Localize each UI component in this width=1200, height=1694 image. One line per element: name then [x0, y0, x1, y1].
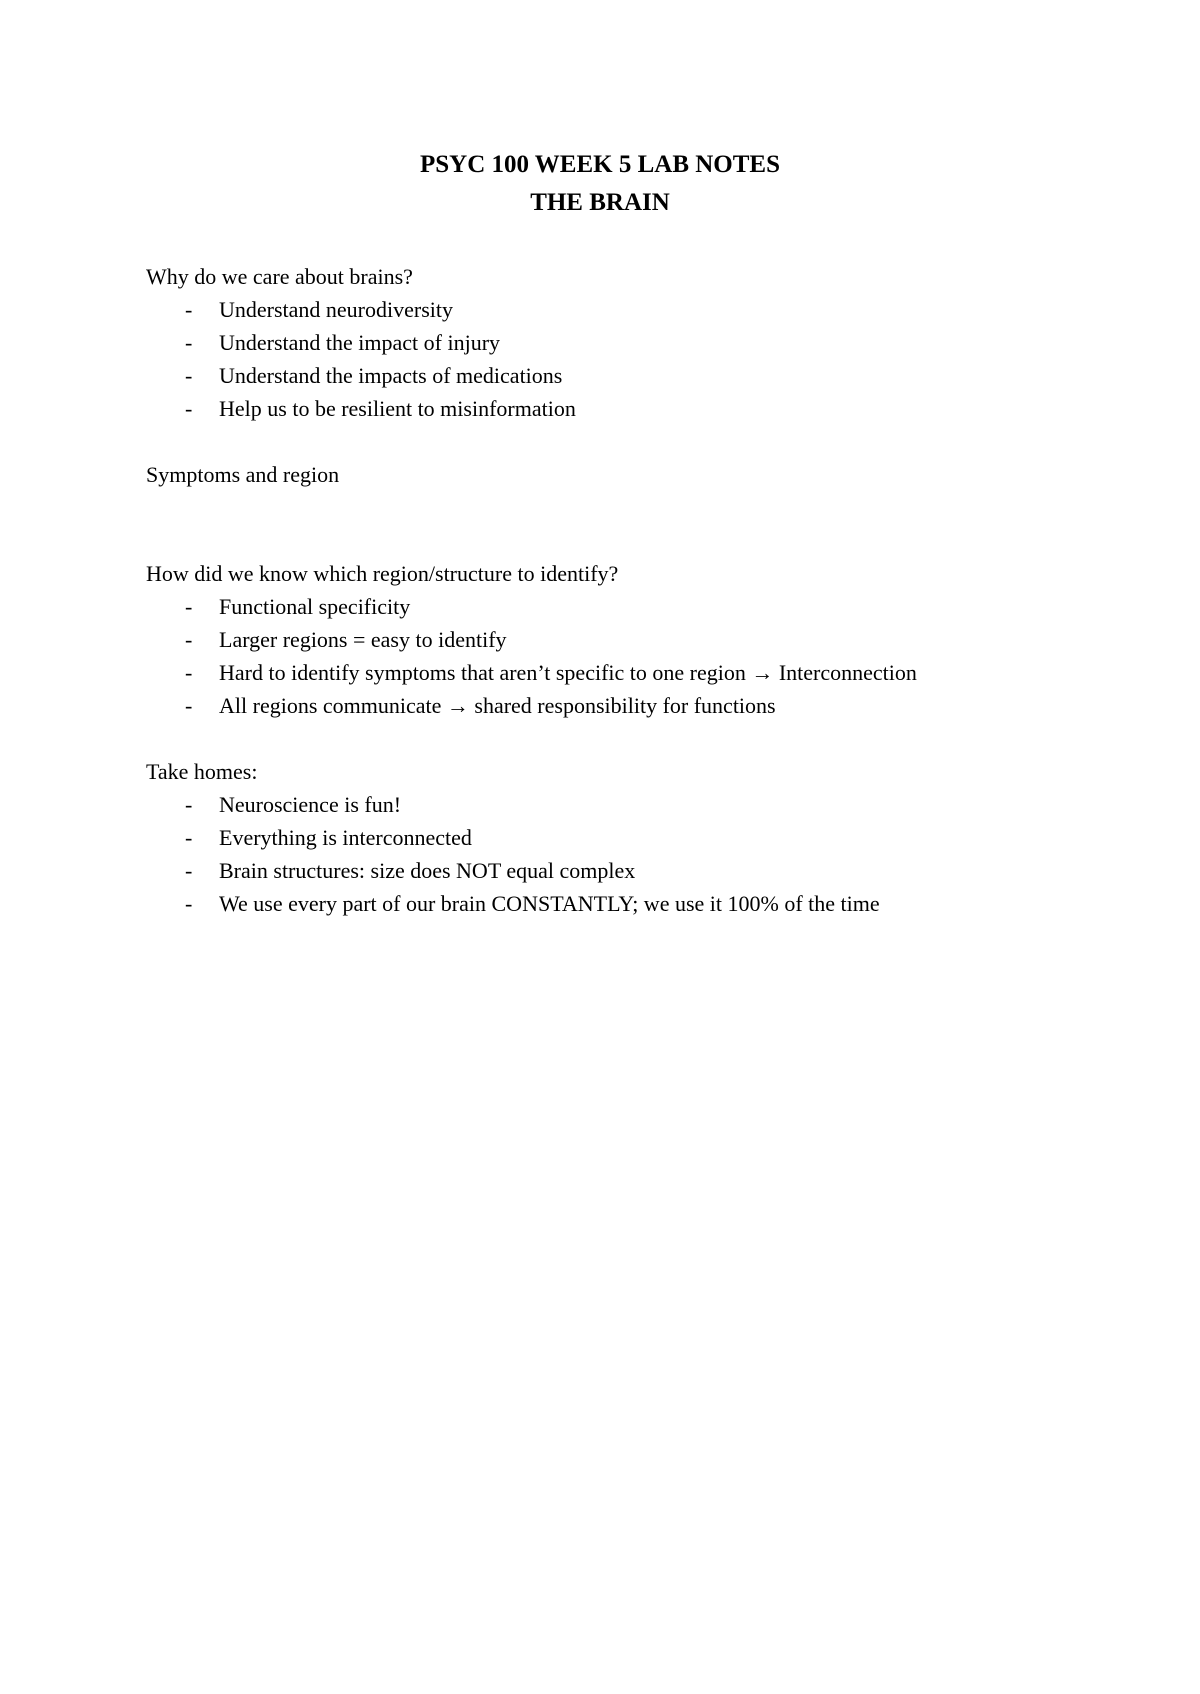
- list-item-text: We use every part of our brain CONSTANTLY; we use it 100% of the time: [219, 891, 880, 916]
- list-item: [146, 359, 1146, 392]
- list-item: [146, 854, 1146, 887]
- list-item-text: All regions communicate → shared responsibility for functions: [219, 693, 776, 718]
- bullet-dash: -: [185, 330, 193, 355]
- section-heading: How did we know which region/structure to identify?: [146, 561, 619, 586]
- section-symptoms-region: [146, 458, 1146, 491]
- list-item-text: Functional specificity: [219, 594, 411, 619]
- spacer: [146, 425, 1146, 458]
- list-item: [146, 590, 1146, 623]
- section-why-care: [146, 260, 1146, 425]
- bullet-dash: -: [185, 363, 193, 388]
- section-heading: Take homes:: [146, 759, 258, 784]
- list-item: [146, 788, 1146, 821]
- spacer: [146, 722, 1146, 755]
- bullet-list: [146, 788, 1146, 920]
- bullet-list: [146, 293, 1146, 425]
- bullet-dash: -: [185, 396, 193, 421]
- section-heading: Why do we care about brains?: [146, 264, 413, 289]
- list-item: [146, 392, 1146, 425]
- notes-body: [146, 260, 1146, 920]
- list-item-text: Understand the impacts of medications: [219, 363, 563, 388]
- list-item-text: Everything is interconnected: [219, 825, 472, 850]
- section-heading: Symptoms and region: [146, 462, 340, 487]
- list-item: [146, 293, 1146, 326]
- list-item-text: Brain structures: size does NOT equal complex: [219, 858, 636, 883]
- list-item: [146, 821, 1146, 854]
- list-item-text: Larger regions = easy to identify: [219, 627, 507, 652]
- list-item-text: Neuroscience is fun!: [219, 792, 402, 817]
- title-block: [0, 146, 1200, 222]
- list-item-text: Hard to identify symptoms that aren’t specific to one region → Interconnection: [219, 660, 917, 685]
- bullet-dash: -: [185, 825, 193, 850]
- bullet-dash: -: [185, 891, 193, 916]
- document-title: PSYC 100 WEEK 5 LAB NOTES: [419, 151, 781, 178]
- list-item: [146, 887, 1146, 920]
- bullet-dash: -: [185, 660, 193, 685]
- list-item: [146, 326, 1146, 359]
- list-item: [146, 623, 1146, 656]
- section-take-homes: [146, 755, 1146, 920]
- bullet-dash: -: [185, 594, 193, 619]
- section-how-identify: [146, 557, 1146, 722]
- list-item-text: Help us to be resilient to misinformation: [219, 396, 576, 421]
- bullet-dash: -: [185, 792, 193, 817]
- list-item-text: Understand neurodiversity: [219, 297, 453, 322]
- list-item: [146, 656, 1146, 689]
- bullet-dash: -: [185, 297, 193, 322]
- list-item-text: Understand the impact of injury: [219, 330, 501, 355]
- bullet-dash: -: [185, 858, 193, 883]
- bullet-dash: -: [185, 627, 193, 652]
- bullet-list: [146, 590, 1146, 722]
- spacer: [146, 491, 1146, 557]
- document-subtitle: THE BRAIN: [530, 189, 670, 216]
- bullet-dash: -: [185, 693, 193, 718]
- list-item: [146, 689, 1146, 722]
